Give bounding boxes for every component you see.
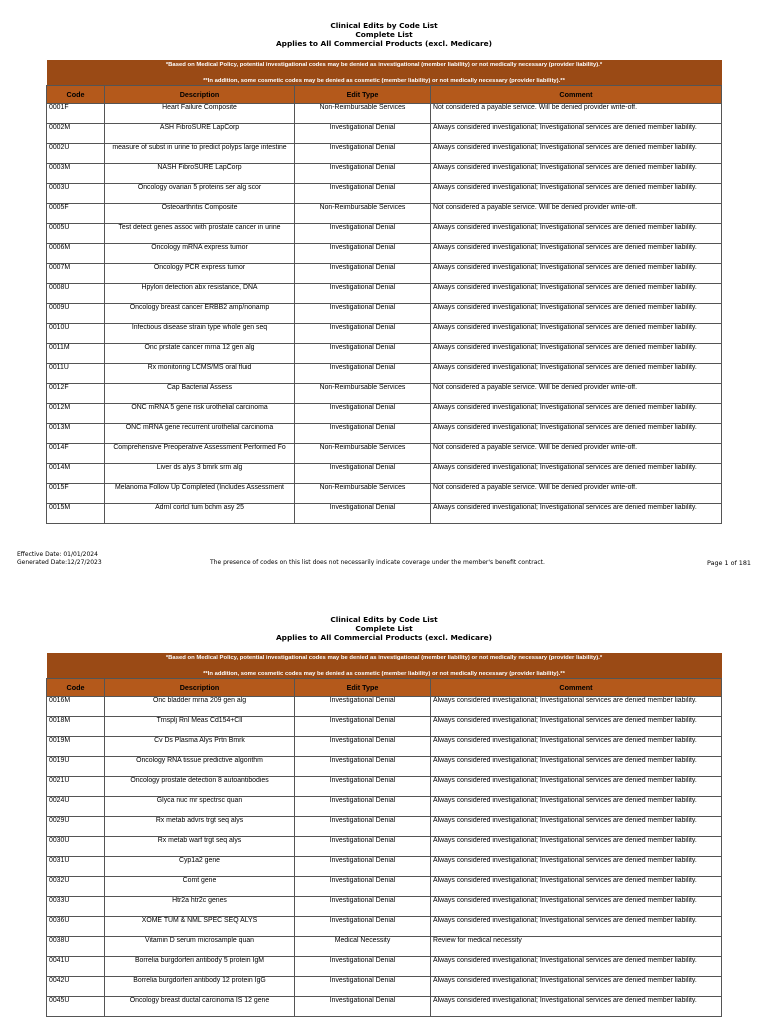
table-row — [47, 264, 722, 284]
policy-banner-row — [47, 60, 722, 75]
cell-comment: Always considered investigational; Investigational services are denied member liability. — [431, 244, 722, 264]
cell-comment: Always considered investigational; Investigational services are denied member liability. — [431, 817, 722, 837]
cell-code: 0036U — [47, 917, 105, 937]
cell-description: Hpylori detection abx resistance, DNA — [105, 284, 295, 304]
cell-edit-type: Investigational Denial — [295, 957, 431, 977]
cell-code: 0005U — [47, 224, 105, 244]
column-header-description: Description — [105, 86, 295, 104]
table-row — [47, 244, 722, 264]
cell-comment: Always considered investigational; Investigational services are denied member liability. — [431, 364, 722, 384]
cell-description: Rx monitoring LCMS/MS oral fluid — [105, 364, 295, 384]
table-row — [47, 757, 722, 777]
report-title: Clinical Edits by Code List — [330, 21, 438, 30]
codes-table — [46, 653, 722, 1017]
cell-comment: Always considered investigational; Investigational services are denied member liability. — [431, 264, 722, 284]
cell-code: 0010U — [47, 324, 105, 344]
table-row — [47, 484, 722, 504]
cell-description: Oncology prostate detection 8 autoantibodies — [105, 777, 295, 797]
cell-comment: Always considered investigational; Investigational services are denied member liability. — [431, 737, 722, 757]
cell-comment: Always considered investigational; Investigational services are denied member liability. — [431, 877, 722, 897]
cell-description: Vitamin D serum microsample quan — [105, 937, 295, 957]
cell-code: 0019U — [47, 757, 105, 777]
column-header-comment: Comment — [431, 679, 722, 697]
cosmetic-banner: **In addition, some cosmetic codes may be denied as cosmetic (member liability) or not medically necessary (provider liability).** — [47, 668, 722, 679]
table-row — [47, 324, 722, 344]
cell-comment: Always considered investigational; Investigational services are denied member liability. — [431, 124, 722, 144]
table-row — [47, 424, 722, 444]
cell-edit-type: Non-Reimbursable Services — [295, 104, 431, 124]
cell-code: 0015F — [47, 484, 105, 504]
cell-comment: Always considered investigational; Investigational services are denied member liability. — [431, 917, 722, 937]
cell-edit-type: Investigational Denial — [295, 324, 431, 344]
cell-description: Infectious disease strain type whole gen seq — [105, 324, 295, 344]
table-row — [47, 717, 722, 737]
table-row — [47, 504, 722, 524]
cell-edit-type: Investigational Denial — [295, 264, 431, 284]
table-row — [47, 957, 722, 977]
cell-edit-type: Investigational Denial — [295, 364, 431, 384]
table-row — [47, 937, 722, 957]
cell-description: Onc prstate cancer mrna 12 gen alg — [105, 344, 295, 364]
cell-description: Oncology breast ductal carcinoma IS 12 gene — [105, 997, 295, 1017]
cell-code: 0002M — [47, 124, 105, 144]
effective-date: Effective Date: 01/01/2024 — [17, 551, 98, 558]
cell-edit-type: Investigational Denial — [295, 977, 431, 997]
table-header — [47, 679, 722, 697]
cell-code: 0012M — [47, 404, 105, 424]
cell-description: ONC mRNA 5 gene risk urothelial carcinoma — [105, 404, 295, 424]
cell-comment: Always considered investigational; Investigational services are denied member liability. — [431, 857, 722, 877]
cell-edit-type: Investigational Denial — [295, 504, 431, 524]
policy-banner: *Based on Medical Policy, potential investigational codes may be denied as investigational (member liability) or not medically necessary (provider liability).* — [47, 60, 722, 75]
cell-code: 0015M — [47, 504, 105, 524]
cell-comment: Always considered investigational; Investigational services are denied member liability. — [431, 697, 722, 717]
cell-code: 0005F — [47, 204, 105, 224]
cell-edit-type: Investigational Denial — [295, 837, 431, 857]
cell-description: Onc bladder mrna 209 gen alg — [105, 697, 295, 717]
cell-edit-type: Investigational Denial — [295, 717, 431, 737]
table-row — [47, 404, 722, 424]
cell-description: Cv Ds Plasma Alys Prtn Bmrk — [105, 737, 295, 757]
cell-edit-type: Investigational Denial — [295, 184, 431, 204]
cell-edit-type: Investigational Denial — [295, 424, 431, 444]
cell-description: measure of subst in urine to predict polyps large intestine — [105, 144, 295, 164]
cell-edit-type: Medical Necessity — [295, 937, 431, 957]
table-row — [47, 104, 722, 124]
footer-dates — [17, 551, 102, 567]
page-header — [0, 21, 768, 48]
cell-comment: Always considered investigational; Investigational services are denied member liability. — [431, 797, 722, 817]
cell-description: Osteoarthritis Composite — [105, 204, 295, 224]
coverage-note: The presence of codes on this list does not necessarily indicate coverage under the member's benefit contract. — [210, 559, 545, 566]
cell-code: 0016M — [47, 697, 105, 717]
report-subtitle: Complete List — [355, 30, 413, 39]
cell-edit-type: Non-Reimbursable Services — [295, 484, 431, 504]
table-row — [47, 284, 722, 304]
cell-edit-type: Investigational Denial — [295, 284, 431, 304]
report-title: Clinical Edits by Code List — [330, 615, 438, 624]
table-row — [47, 817, 722, 837]
cell-code: 0001F — [47, 104, 105, 124]
cell-description: Oncology ovarian 5 proteins ser alg scor — [105, 184, 295, 204]
cell-description: Comprehensive Preoperative Assessment Performed Fo — [105, 444, 295, 464]
cell-edit-type: Investigational Denial — [295, 817, 431, 837]
cell-edit-type: Investigational Denial — [295, 797, 431, 817]
column-header-code: Code — [47, 86, 105, 104]
report-subtitle: Complete List — [355, 624, 413, 633]
cell-edit-type: Non-Reimbursable Services — [295, 444, 431, 464]
cell-comment: Always considered investigational; Investigational services are denied member liability. — [431, 777, 722, 797]
table-row — [47, 444, 722, 464]
cell-comment: Review for medical necessity — [431, 937, 722, 957]
table-row — [47, 997, 722, 1017]
cell-comment: Always considered investigational; Investigational services are denied member liability. — [431, 957, 722, 977]
cell-edit-type: Investigational Denial — [295, 997, 431, 1017]
cell-code: 0024U — [47, 797, 105, 817]
cell-edit-type: Investigational Denial — [295, 244, 431, 264]
cell-edit-type: Investigational Denial — [295, 897, 431, 917]
cell-comment: Always considered investigational; Investigational services are denied member liability. — [431, 504, 722, 524]
cell-code: 0033U — [47, 897, 105, 917]
cell-code: 0008U — [47, 284, 105, 304]
cell-code: 0018M — [47, 717, 105, 737]
cell-comment: Not considered a payable service. Will be denied provider write-off. — [431, 384, 722, 404]
cell-edit-type: Investigational Denial — [295, 857, 431, 877]
cell-description: Oncology PCR express tumor — [105, 264, 295, 284]
cell-description: ONC mRNA gene recurrent urothelial carcinoma — [105, 424, 295, 444]
cell-edit-type: Investigational Denial — [295, 224, 431, 244]
table-row — [47, 837, 722, 857]
cell-code: 0006M — [47, 244, 105, 264]
table-row — [47, 977, 722, 997]
table-row — [47, 384, 722, 404]
report-applies: Applies to All Commercial Products (excl. Medicare) — [275, 39, 493, 48]
table-body — [47, 697, 722, 1017]
cell-description: Oncology breast cancer ERBB2 amp/nonamp — [105, 304, 295, 324]
cell-code: 0031U — [47, 857, 105, 877]
cell-comment: Not considered a payable service. Will be denied provider write-off. — [431, 204, 722, 224]
cell-code: 0038U — [47, 937, 105, 957]
table-row — [47, 464, 722, 484]
cell-comment: Always considered investigational; Investigational services are denied member liability. — [431, 324, 722, 344]
policy-banner: *Based on Medical Policy, potential investigational codes may be denied as investigational (member liability) or not medically necessary (provider liability).* — [47, 653, 722, 668]
column-header-comment: Comment — [431, 86, 722, 104]
cell-comment: Not considered a payable service. Will be denied provider write-off. — [431, 104, 722, 124]
cell-comment: Not considered a payable service. Will be denied provider write-off. — [431, 444, 722, 464]
cell-comment: Always considered investigational; Investigational services are denied member liability. — [431, 464, 722, 484]
table-row — [47, 857, 722, 877]
cell-description: Borrelia burgdorferi antibody 12 protein IgG — [105, 977, 295, 997]
cell-comment: Always considered investigational; Investigational services are denied member liability. — [431, 977, 722, 997]
cell-edit-type: Non-Reimbursable Services — [295, 384, 431, 404]
cell-edit-type: Investigational Denial — [295, 737, 431, 757]
document-page-2 — [0, 585, 768, 1024]
cell-edit-type: Investigational Denial — [295, 144, 431, 164]
cell-comment: Always considered investigational; Investigational services are denied member liability. — [431, 224, 722, 244]
cell-comment: Always considered investigational; Investigational services are denied member liability. — [431, 837, 722, 857]
cell-description: Trnsplj Rnl Meas Cd154+Cll — [105, 717, 295, 737]
cell-comment: Not considered a payable service. Will be denied provider write-off. — [431, 484, 722, 504]
cell-code: 0029U — [47, 817, 105, 837]
cell-edit-type: Investigational Denial — [295, 344, 431, 364]
cell-code: 0013M — [47, 424, 105, 444]
cell-description: ASH FibroSURE LapCorp — [105, 124, 295, 144]
cell-edit-type: Investigational Denial — [295, 304, 431, 324]
cell-comment: Always considered investigational; Investigational services are denied member liability. — [431, 757, 722, 777]
cell-comment: Always considered investigational; Investigational services are denied member liability. — [431, 897, 722, 917]
cell-edit-type: Investigational Denial — [295, 404, 431, 424]
report-applies: Applies to All Commercial Products (excl. Medicare) — [275, 633, 493, 642]
table-row — [47, 364, 722, 384]
cell-description: Test detect genes assoc with prostate cancer in urine — [105, 224, 295, 244]
table-header — [47, 86, 722, 104]
cell-code: 0019M — [47, 737, 105, 757]
cell-edit-type: Investigational Denial — [295, 757, 431, 777]
table-row — [47, 877, 722, 897]
cell-comment: Always considered investigational; Investigational services are denied member liability. — [431, 164, 722, 184]
cell-description: Melanoma Follow Up Completed (Includes Assessment — [105, 484, 295, 504]
cell-code: 0003U — [47, 184, 105, 204]
table-row — [47, 224, 722, 244]
cell-description: Cyp1a2 gene — [105, 857, 295, 877]
cell-comment: Always considered investigational; Investigational services are denied member liability. — [431, 424, 722, 444]
cell-comment: Always considered investigational; Investigational services are denied member liability. — [431, 304, 722, 324]
column-header-code: Code — [47, 679, 105, 697]
cell-code: 0030U — [47, 837, 105, 857]
table-row — [47, 737, 722, 757]
cell-comment: Always considered investigational; Investigational services are denied member liability. — [431, 717, 722, 737]
cell-comment: Always considered investigational; Investigational services are denied member liability. — [431, 184, 722, 204]
cell-comment: Always considered investigational; Investigational services are denied member liability. — [431, 344, 722, 364]
cell-description: Glyca nuc mr spectrsc quan — [105, 797, 295, 817]
table-row — [47, 697, 722, 717]
table-row — [47, 144, 722, 164]
cell-code: 0032U — [47, 877, 105, 897]
table-row — [47, 184, 722, 204]
table-row — [47, 897, 722, 917]
cell-code: 0002U — [47, 144, 105, 164]
cell-code: 0042U — [47, 977, 105, 997]
table-row — [47, 797, 722, 817]
table-body — [47, 104, 722, 524]
table-row — [47, 124, 722, 144]
cell-code: 0012F — [47, 384, 105, 404]
cell-edit-type: Investigational Denial — [295, 464, 431, 484]
cell-comment: Always considered investigational; Investigational services are denied member liability. — [431, 997, 722, 1017]
table-row — [47, 304, 722, 324]
cell-code: 0014M — [47, 464, 105, 484]
cell-code: 0014F — [47, 444, 105, 464]
cell-code: 0045U — [47, 997, 105, 1017]
table-row — [47, 917, 722, 937]
cell-comment: Always considered investigational; Investigational services are denied member liability. — [431, 144, 722, 164]
cosmetic-banner: **In addition, some cosmetic codes may be denied as cosmetic (member liability) or not medically necessary (provider liability).** — [47, 75, 722, 86]
cell-edit-type: Investigational Denial — [295, 697, 431, 717]
cell-edit-type: Non-Reimbursable Services — [295, 204, 431, 224]
page-header — [0, 615, 768, 642]
cell-comment: Always considered investigational; Investigational services are denied member liability. — [431, 284, 722, 304]
cell-edit-type: Investigational Denial — [295, 917, 431, 937]
table-row — [47, 204, 722, 224]
cell-description: Oncology mRNA express tumor — [105, 244, 295, 264]
cell-code: 0007M — [47, 264, 105, 284]
table-row — [47, 164, 722, 184]
cell-edit-type: Investigational Denial — [295, 124, 431, 144]
column-header-edit-type: Edit Type — [295, 679, 431, 697]
table-row — [47, 344, 722, 364]
cell-code: 0011U — [47, 364, 105, 384]
cell-description: Comt gene — [105, 877, 295, 897]
cosmetic-banner-row — [47, 75, 722, 86]
cell-description: Adrnl cortcl tum bchm asy 25 — [105, 504, 295, 524]
policy-banner-row — [47, 653, 722, 668]
cell-description: Liver ds alys 3 bmrk srm alg — [105, 464, 295, 484]
cell-edit-type: Investigational Denial — [295, 164, 431, 184]
generated-date: Generated Date:12/27/2023 — [17, 559, 102, 566]
cell-description: Borrelia burgdorferi antibody 5 protein IgM — [105, 957, 295, 977]
cell-edit-type: Investigational Denial — [295, 777, 431, 797]
cell-comment: Always considered investigational; Investigational services are denied member liability. — [431, 404, 722, 424]
column-header-description: Description — [105, 679, 295, 697]
cell-description: Heart Failure Composite — [105, 104, 295, 124]
cell-description: XOME TUM & NML SPEC SEQ ALYS — [105, 917, 295, 937]
cell-code: 0003M — [47, 164, 105, 184]
cell-code: 0021U — [47, 777, 105, 797]
table-row — [47, 777, 722, 797]
cell-code: 0009U — [47, 304, 105, 324]
cell-description: Rx metab warf trgt seq alys — [105, 837, 295, 857]
page-number: Page 1 of 181 — [707, 559, 751, 567]
cell-description: Rx metab advrs trgt seq alys — [105, 817, 295, 837]
cell-code: 0041U — [47, 957, 105, 977]
codes-table — [46, 60, 722, 524]
cosmetic-banner-row — [47, 668, 722, 679]
cell-description: NASH FibroSURE LapCorp — [105, 164, 295, 184]
cell-edit-type: Investigational Denial — [295, 877, 431, 897]
cell-description: Cap Bacterial Assess — [105, 384, 295, 404]
cell-description: Htr2a htr2c genes — [105, 897, 295, 917]
column-header-edit-type: Edit Type — [295, 86, 431, 104]
cell-description: Oncology RNA tissue predictive algorithm — [105, 757, 295, 777]
cell-code: 0011M — [47, 344, 105, 364]
